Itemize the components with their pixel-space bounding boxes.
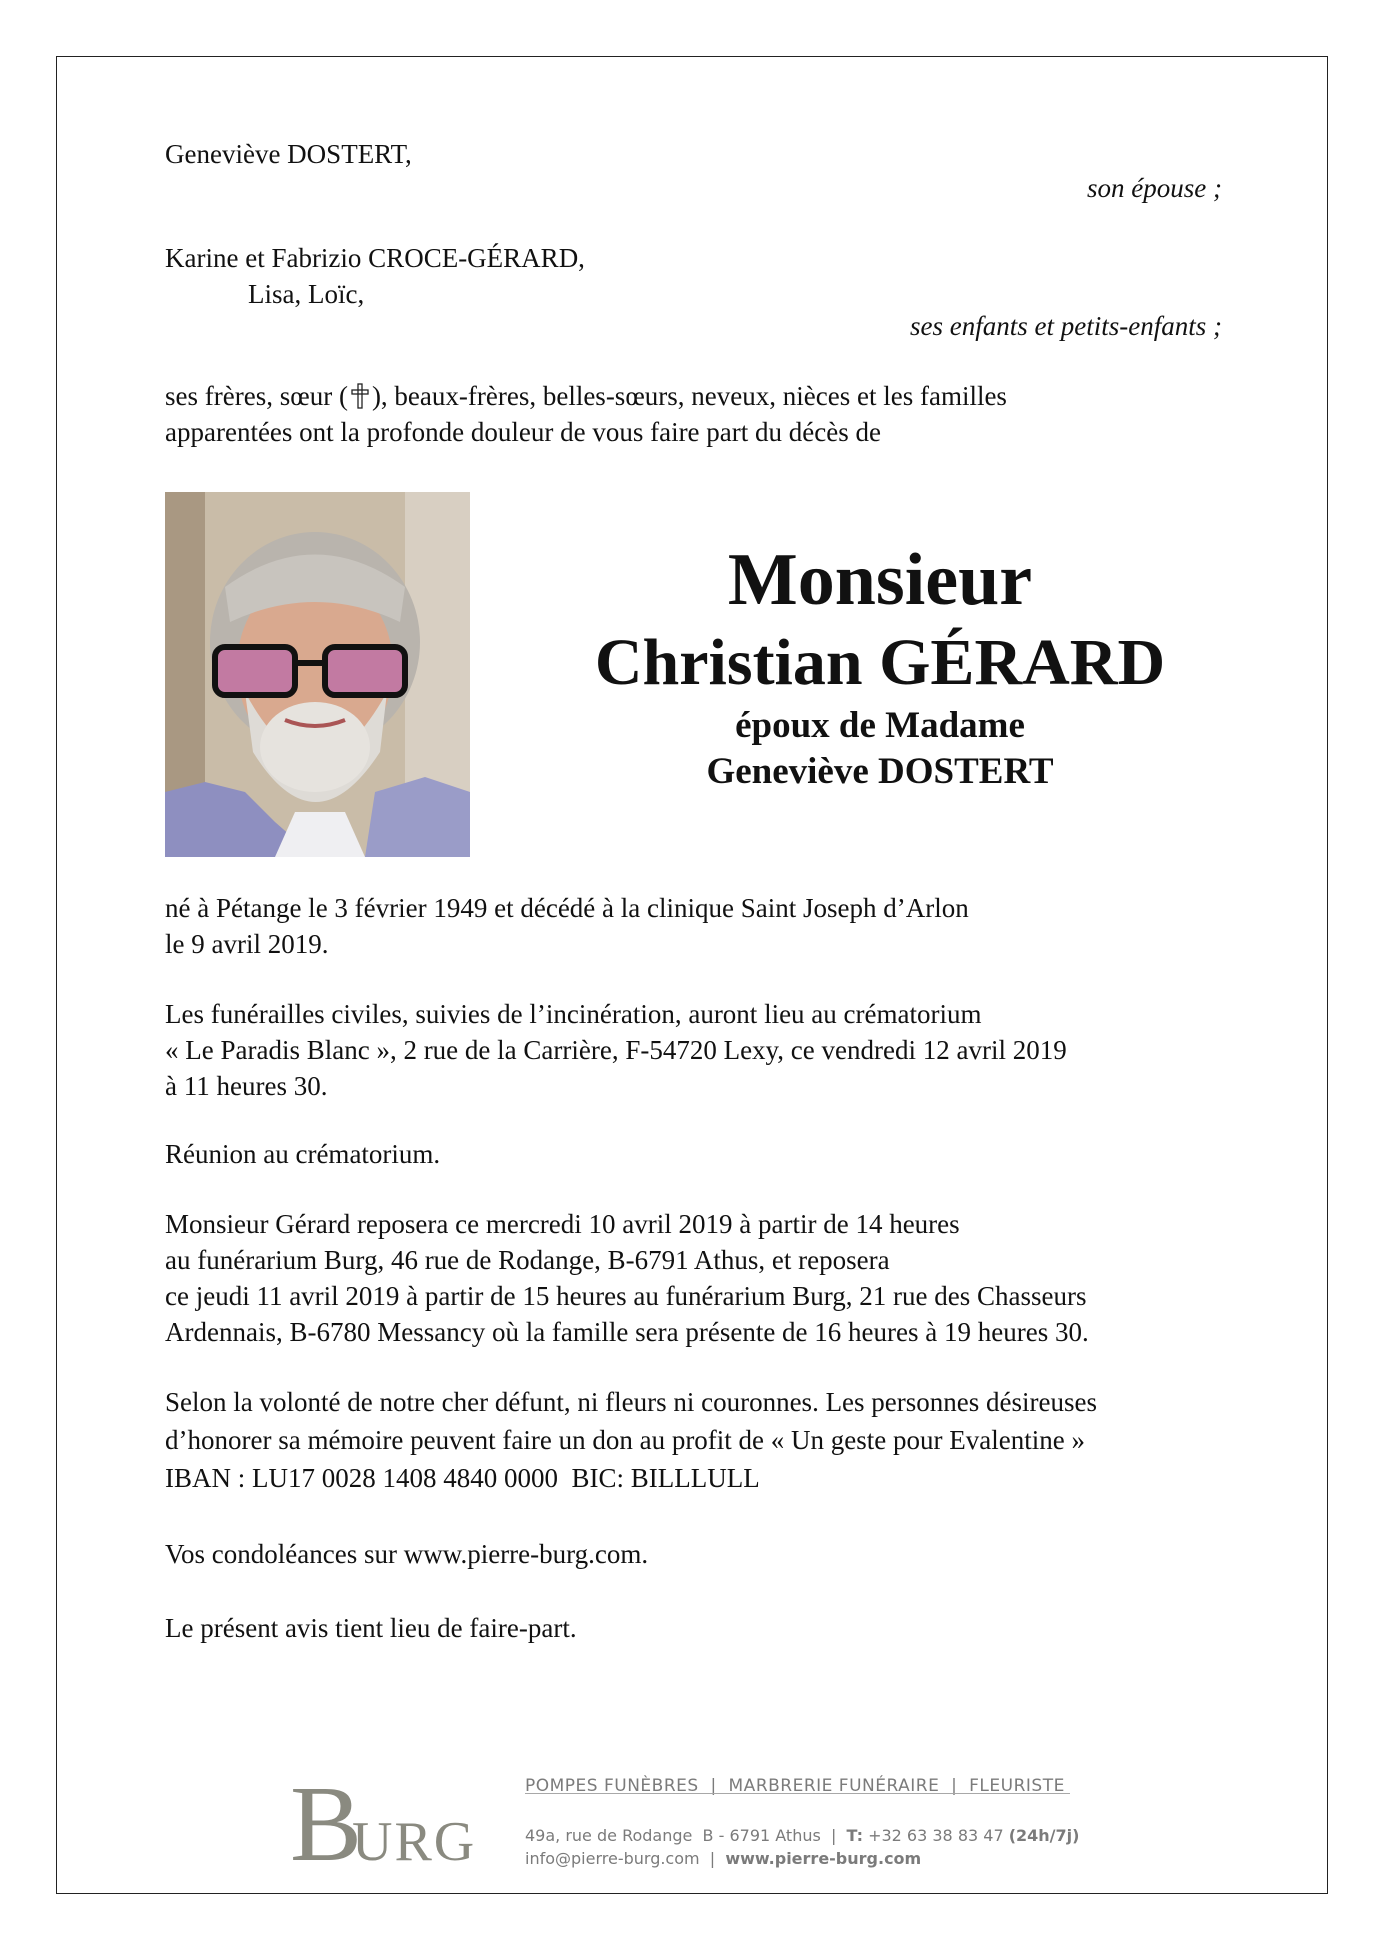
announcement-text-b: ), beaux-frères, belles-sœurs, neveux, nièces et les familles [371,381,1007,411]
deceased-title: Monsieur [727,539,1033,621]
footer-address-line [525,1826,1079,1845]
footer-phone-hours: (24h/7j) [1008,1826,1080,1845]
deceased-spouse-line-2: Geneviève DOSTERT [706,751,1054,792]
spouse-name: Geneviève DOSTERT, [165,139,412,169]
footer-address: 49a, rue de Rodange B - 6791 Athus | [525,1826,837,1845]
deceased-name: Christian GÉRARD [594,626,1166,699]
funeral-line-3: à 11 heures 30. [165,1071,328,1101]
footer-website[interactable]: www.pierre-burg.com [725,1849,922,1868]
footer-divider [525,1793,1070,1794]
announcement-text-a: ses frères, sœur ( [165,381,348,411]
rest-line-3: ce jeudi 11 avril 2019 à partir de 15 heures au funérarium Burg, 21 rue des Chasseurs [165,1281,1087,1311]
spouse-role: son épouse ; [1087,173,1222,203]
condolences-text: Vos condoléances sur www.pierre-burg.com. [165,1539,649,1569]
footer-email[interactable]: info@pierre-burg.com | [525,1849,716,1868]
notice-text: Le présent avis tient lieu de faire-part. [165,1613,577,1643]
burg-logo [290,1772,480,1867]
birth-line-1: né à Pétange le 3 février 1949 et décédé à la clinique Saint Joseph d’Arlon [165,893,969,923]
funeral-line-1: Les funérailles civiles, suivies de l’incinération, auront lieu au crématorium [165,999,982,1029]
wish-line-1: Selon la volonté de notre cher défunt, ni fleurs ni couronnes. Les personnes désireuses [165,1387,1097,1417]
grandchildren-names: Lisa, Loïc, [248,279,365,309]
deceased-photo [165,492,470,857]
footer-contact-line [525,1849,921,1868]
deceased-spouse-line-1: époux de Madame [735,705,1025,746]
footer-phone-label: T: [846,1826,863,1845]
rest-line-4: Ardennais, B-6780 Messancy où la famille sera présente de 16 heures à 19 heures 30. [165,1317,1089,1347]
cross-icon [349,383,371,409]
announcement-line-1 [165,378,1007,414]
rest-line-2: au funérarium Burg, 46 rue de Rodange, B-6791 Athus, et reposera [165,1245,890,1275]
announcement-line-2: apparentées ont la profonde douleur de vous faire part du décès de [165,417,881,447]
iban-line: IBAN : LU17 0028 1408 4840 0000 BIC: BILLLULL [165,1463,760,1493]
birth-line-2: le 9 avril 2019. [165,929,329,959]
children-role: ses enfants et petits-enfants ; [910,311,1222,341]
footer-phone: +32 63 38 83 47 [862,1826,1009,1845]
footer-services: POMPES FUNÈBRES | MARBRERIE FUNÉRAIRE | FLEURISTE [525,1776,1065,1796]
wish-line-2: d’honorer sa mémoire peuvent faire un don au profit de « Un geste pour Evalentine » [165,1425,1085,1455]
children-name: Karine et Fabrizio CROCE-GÉRARD, [165,243,585,273]
svg-text:B: B [290,1772,363,1867]
svg-text:URG: URG [352,1811,477,1867]
reunion-text: Réunion au crématorium. [165,1139,441,1169]
funeral-line-2: « Le Paradis Blanc », 2 rue de la Carrière, F-54720 Lexy, ce vendredi 12 avril 2019 [165,1035,1067,1065]
rest-line-1: Monsieur Gérard reposera ce mercredi 10 avril 2019 à partir de 14 heures [165,1209,960,1239]
